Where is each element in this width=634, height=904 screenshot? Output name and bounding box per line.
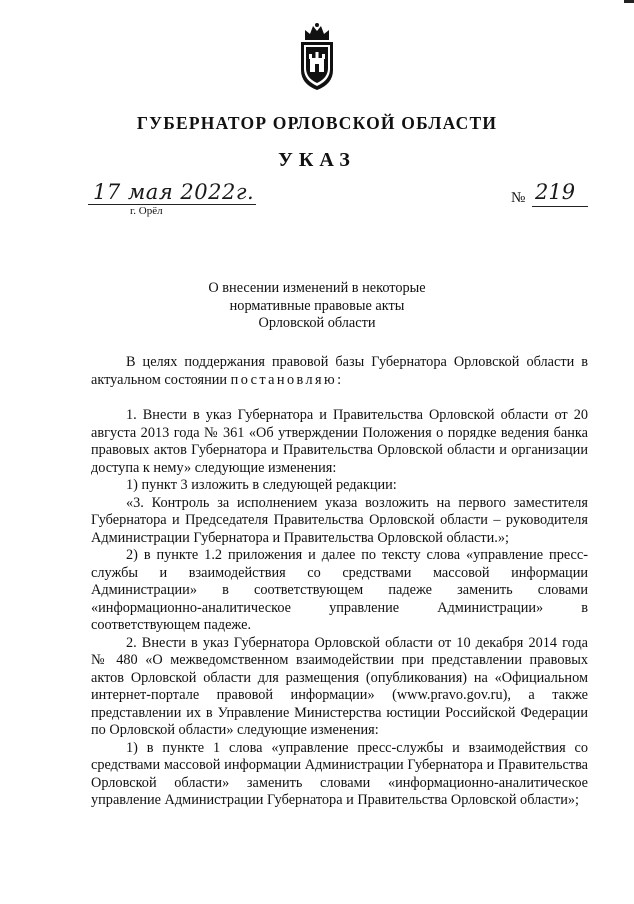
subject-line: О внесении изменений в некоторые bbox=[208, 280, 426, 296]
authority-heading: ГУБЕРНАТОР ОРЛОВСКОЙ ОБЛАСТИ bbox=[136, 113, 498, 133]
number-label: № bbox=[511, 190, 526, 206]
document-body bbox=[91, 354, 588, 810]
document-subject bbox=[180, 280, 454, 333]
body-paragraph: «3. Контроль за исполнением указа возложить на первого заместителя Губернатора и Председателя Правительства Орловской области – руководителя Администрации Губернатора и Правительства Орловской области.»; bbox=[91, 494, 588, 546]
subject-line: Орловской области bbox=[258, 315, 376, 331]
body-paragraph: 1. Внести в указ Губернатора и Правительства Орловской области от 20 августа 2013 года № 361 «Об утверждении Положения о порядке ведения банка правовых актов Губернатора и Правительства Орловской области и организации доступа к нему» следующие изменения: bbox=[91, 407, 588, 476]
body-paragraph: 1) в пункте 1 слова «управление пресс-службы и взаимодействия со средствами массовой информации Администрации Губернатора и Правительства Орловской области» заменить словами «информационно-аналитическое управление Администрации Губернатора и Правительства Орловской области»; bbox=[91, 739, 588, 808]
date-underline bbox=[88, 204, 256, 205]
decree-number-handwritten: 219 bbox=[535, 180, 576, 204]
number-underline bbox=[532, 206, 588, 207]
body-paragraph: 2) в пункте 1.2 приложения и далее по тексту слова «управление пресс-службы и взаимодействия со средствами массовой информации Администрации» в соответствующем падеже заменить словами «информационно-аналитическое управление Администрации» в соответствующем падеже. bbox=[91, 547, 588, 633]
city-label: г. Орёл bbox=[130, 205, 163, 217]
scan-mark bbox=[624, 0, 634, 3]
preamble-text: В целях поддержания правовой базы Губернатора Орловской области в актуальном состоянии bbox=[91, 354, 588, 388]
document-type-heading: УКАЗ bbox=[278, 149, 356, 171]
body-paragraph: 1) пункт 3 изложить в следующей редакции: bbox=[126, 477, 397, 493]
body-paragraph: 2. Внести в указ Губернатора Орловской области от 10 декабря 2014 года № 480 «О межведомственном взаимодействии при представлении правовых актов Орловской области для размещения (опубликования) на «Официальном интернет-портале правовой информации» (www.pravo.gov.ru), а также представлении их в Управление Министерства юстиции Российской Федерации по Орловской области» следующие изменения: bbox=[91, 634, 588, 738]
resolution-word: постановляю: bbox=[230, 371, 344, 388]
preamble-paragraph bbox=[91, 354, 588, 389]
signature-date-handwritten: 17 мая 2022г. bbox=[93, 180, 255, 204]
coat-of-arms-emblem bbox=[295, 22, 339, 92]
subject-line: нормативные правовые акты bbox=[229, 297, 405, 314]
